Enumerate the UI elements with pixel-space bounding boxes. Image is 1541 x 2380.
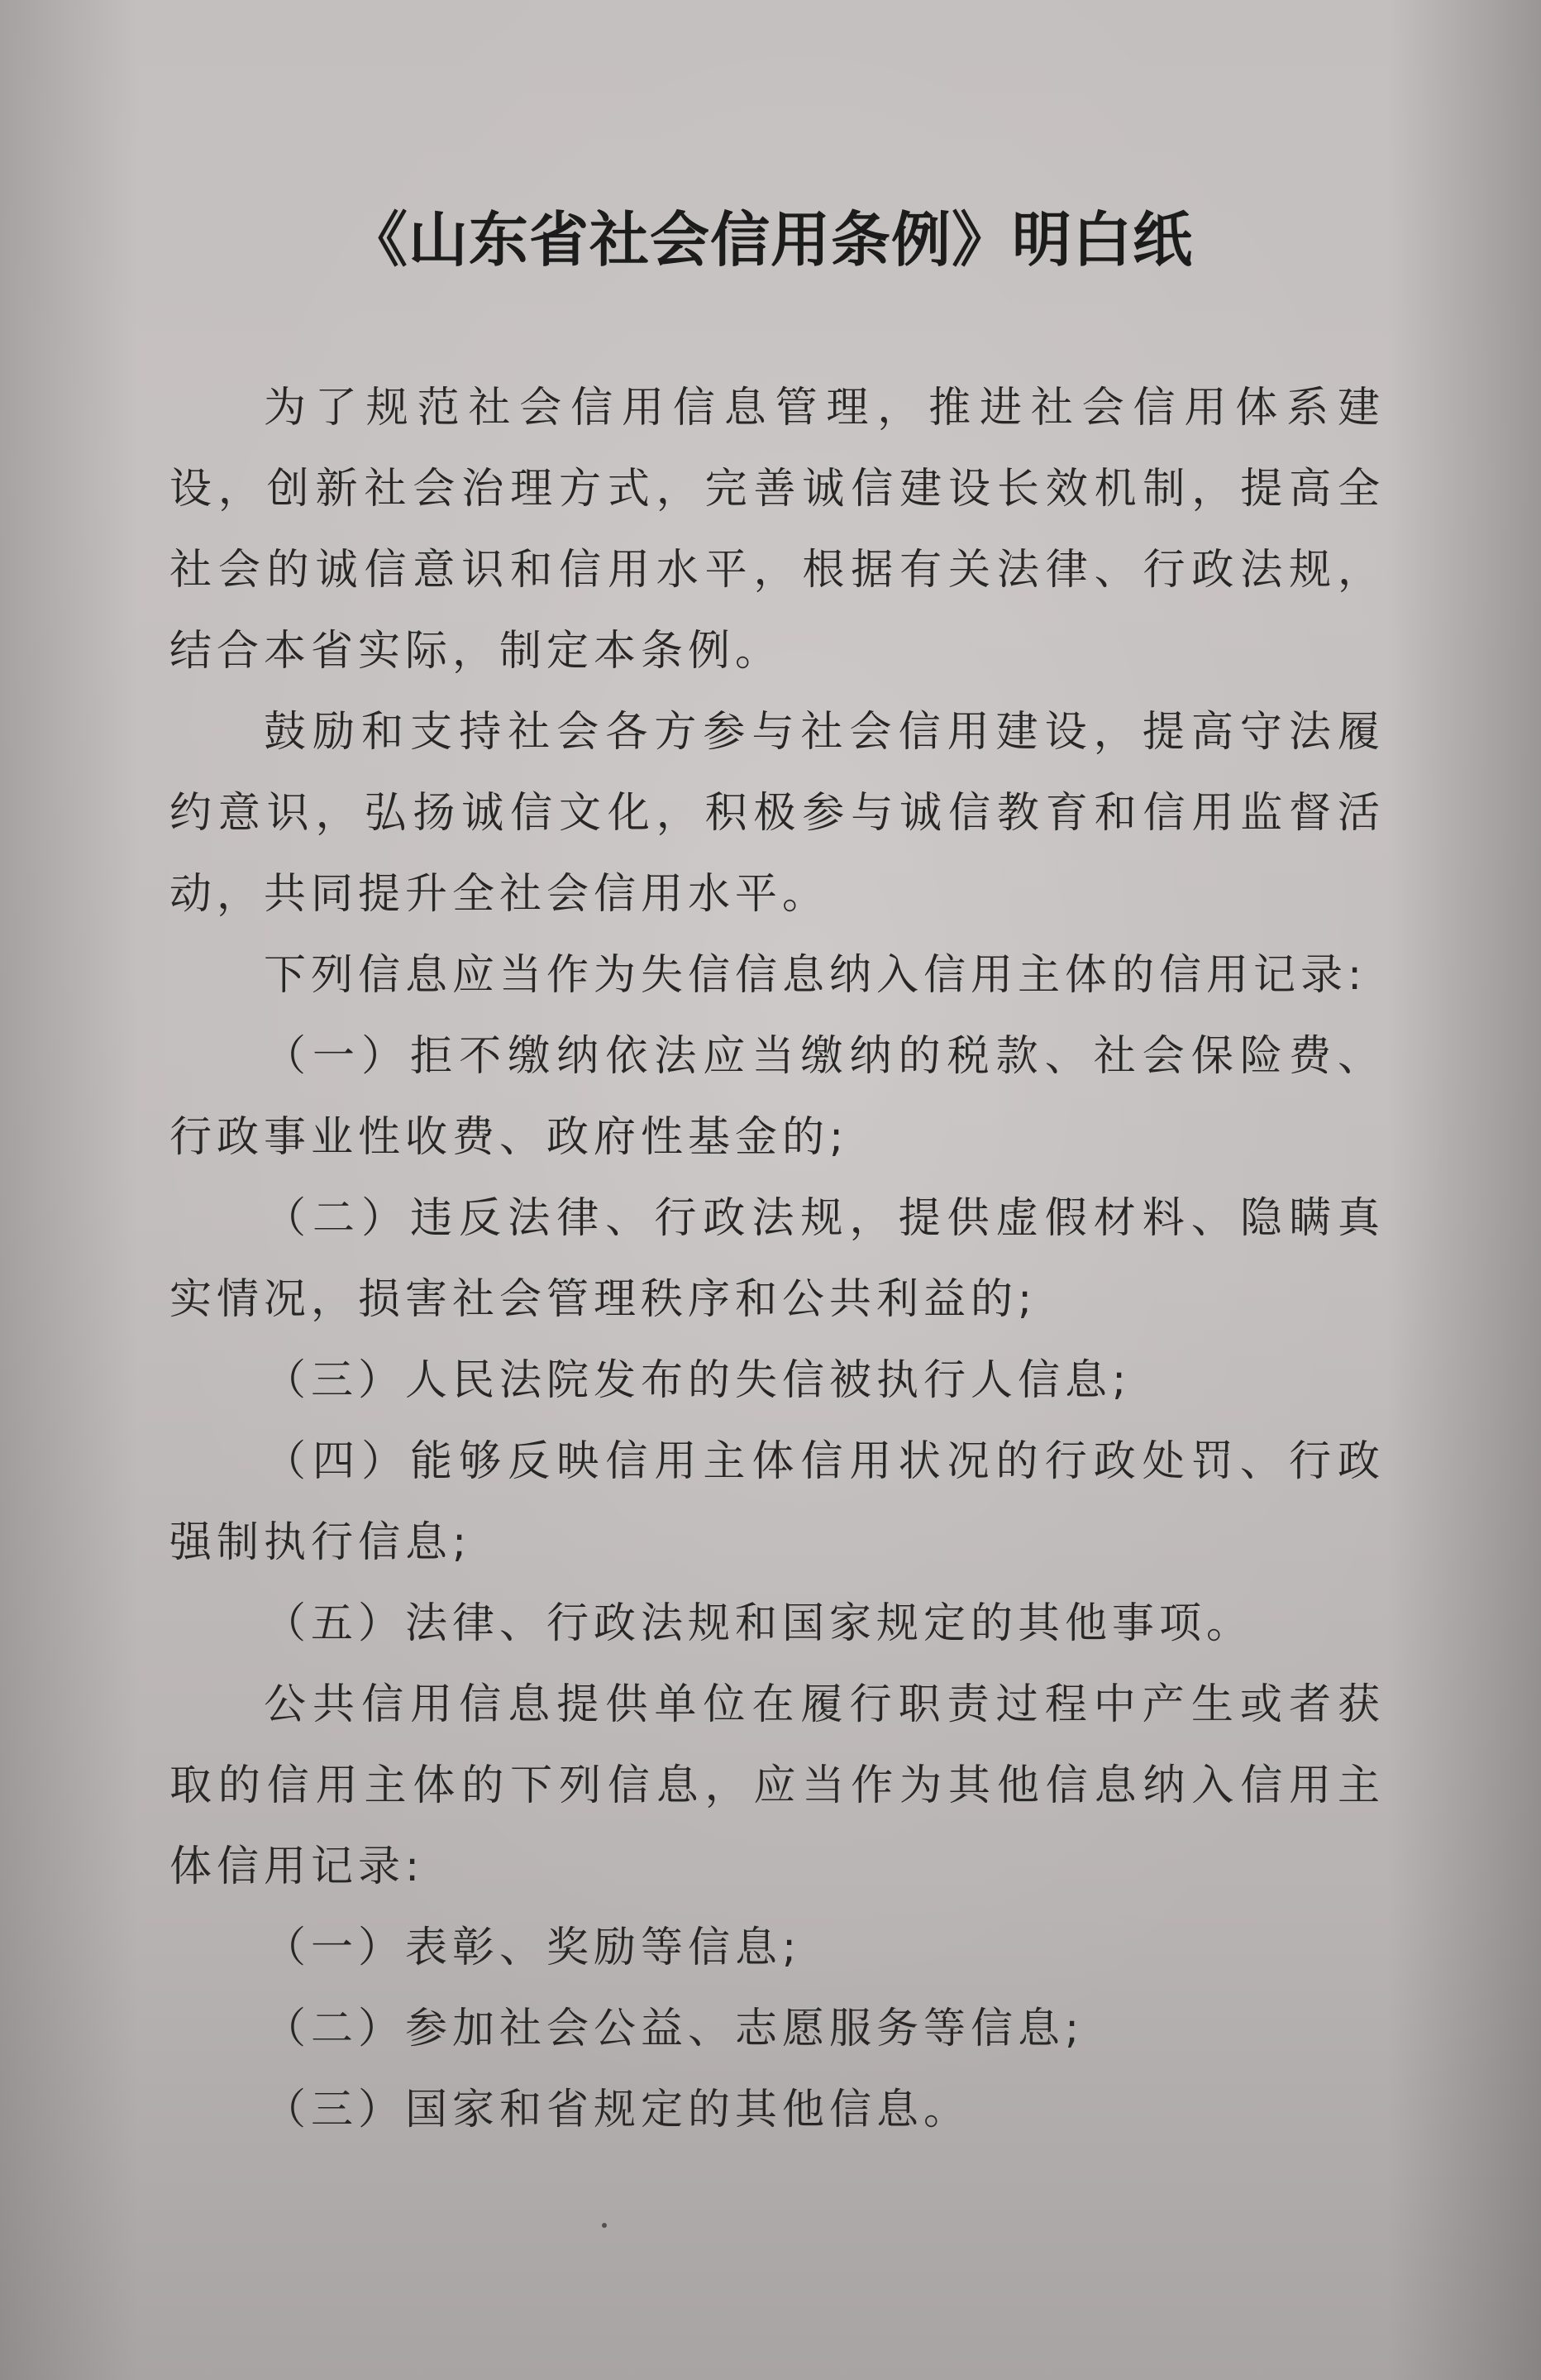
- list-item: （二）参加社会公益、志愿服务等信息;: [264, 2005, 1085, 2053]
- list-item: （一）拒不缴纳依法应当缴纳的税款、社会保险费、行政事业性收费、政府性基金的;: [169, 1032, 1385, 1162]
- paragraph-encourage: 鼓励和支持社会各方参与社会信用建设，提高守法履约意识，弘扬诚信文化，积极参与诚信教育和信用监督活动，共同提升全社会信用水平。: [169, 708, 1385, 919]
- paragraph-purpose: 为了规范社会信用信息管理，推进社会信用体系建设，创新社会治理方式，完善诚信建设长效机制，提高全社会的诚信意识和信用水平，根据有关法律、行政法规，结合本省实际，制定本条例。: [169, 384, 1385, 676]
- list-item: （四）能够反映信用主体信用状况的行政处罚、行政强制执行信息;: [169, 1437, 1385, 1567]
- document-body: [169, 368, 1385, 2151]
- paragraph-dishonest-info-intro: 下列信息应当作为失信信息纳入信用主体的信用记录:: [264, 951, 1367, 1000]
- list-item: （三）国家和省规定的其他信息。: [264, 2086, 971, 2134]
- list-item: （五）法律、行政法规和国家规定的其他事项。: [264, 1599, 1254, 1648]
- paper-speck: [602, 2223, 607, 2228]
- list-item: （二）违反法律、行政法规，提供虚假材料、隐瞒真实情况，损害社会管理秩序和公共利益的;: [169, 1194, 1385, 1324]
- paragraph-other-info-intro: 公共信用信息提供单位在履行职责过程中产生或者获取的信用主体的下列信息，应当作为其他信息纳入信用主体信用记录:: [169, 1680, 1385, 1891]
- list-item: （三）人民法院发布的失信被执行人信息;: [264, 1356, 1132, 1405]
- document-title: 《山东省社会信用条例》明白纸: [347, 204, 1193, 275]
- list-item: （一）表彰、奖励等信息;: [264, 1924, 802, 1972]
